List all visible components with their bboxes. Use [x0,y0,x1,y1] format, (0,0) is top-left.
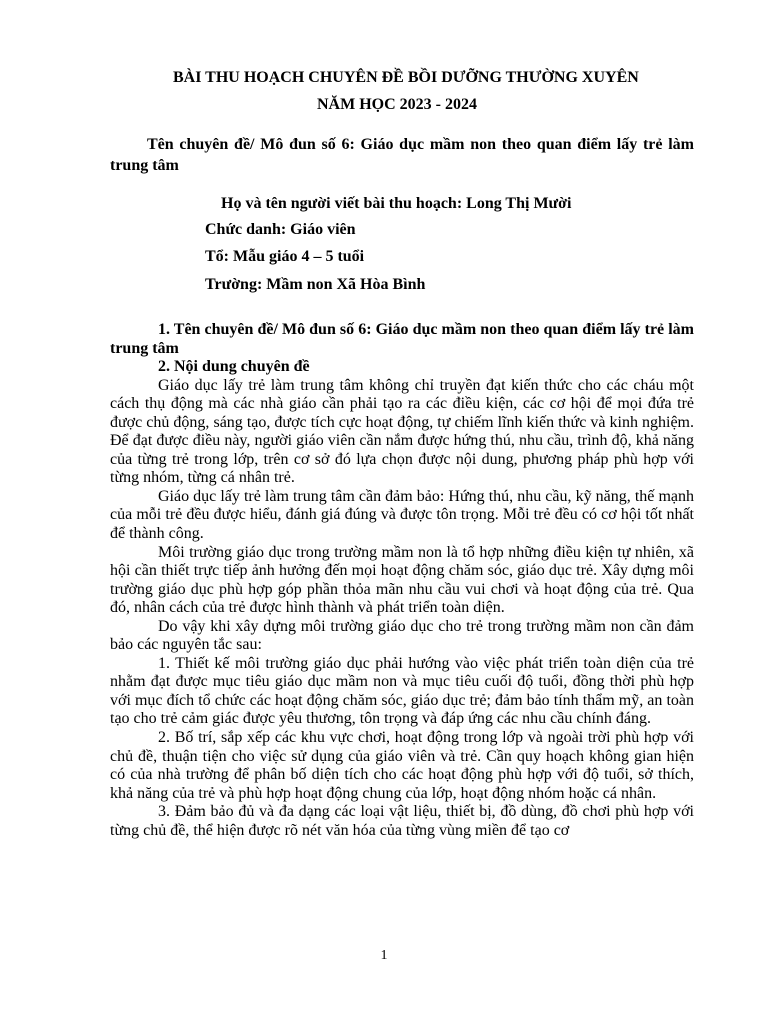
body-paragraph: Môi trường giáo dục trong trường mầm non là tổ hợp những điều kiện tự nhiên, xã hội cần thiết trực tiếp ảnh hưởng đến mọi hoạt động chăm sóc, giáo dục trẻ. Xây dựng môi trường giáo dục phù hợp góp phần thỏa mãn nhu cầu vui chơi và hoạt động của trẻ. Qua đó, nhân cách của trẻ được hình thành và phát triển toàn diện. [110,543,694,617]
body-paragraph: 1. Thiết kế môi trường giáo dục phải hướng vào việc phát triển toàn diện của trẻ nhằm đạt được mục tiêu giáo dục mầm non và mục tiêu cuối độ tuổi, đồng thời phù hợp với mục đích tổ chức các hoạt động chăm sóc, giáo dục trẻ; đảm bảo tính thẩm mỹ, an toàn tạo cho trẻ cảm giác được yêu thương, tôn trọng và đáp ứng các nhu cầu chính đáng. [110,654,694,728]
writer-school: Trường: Mầm non Xã Hòa Bình [205,276,426,293]
body-paragraph: Do vậy khi xây dựng môi trường giáo dục cho trẻ trong trường mầm non cần đảm bảo các nguyên tắc sau: [110,617,694,654]
body-paragraph: 2. Bố trí, sắp xếp các khu vực chơi, hoạt động trong lớp và ngoài trời phù hợp với chủ đề, thuận tiện cho việc sử dụng của giáo viên và trẻ. Cần quy hoạch không gian hiện có của nhà trường để phân bố diện tích cho các hoạt động phù hợp với độ tuổi, sở thích, khả năng của trẻ và phù hợp hoạt động chung của lớp, hoạt động nhóm hoặc cá nhân. [110,729,694,802]
body-paragraph: Giáo dục lấy trẻ làm trung tâm không chỉ truyền đạt kiến thức cho các cháu một cách thụ động mà các nhà giáo cần phải tạo ra các điều kiện, các cơ hội để mọi đứa trẻ được chủ động, sáng tạo, được tích cực hoạt động, tự chiếm lĩnh kiến thức và kinh nghiệm. Để đạt được điều này, người giáo viên cần nắm được hứng thú, nhu cầu, trình độ, khả năng của từng trẻ trong lớp, trên cơ sở đó lựa chọn được nội dung, phương pháp phù hợp với từng nhóm, từng cá nhân trẻ. [110,376,694,487]
document-title: BÀI THU HOẠCH CHUYÊN ĐỀ BỒI DƯỠNG THƯỜNG XUYÊN [173,69,639,86]
document-body [110,321,694,840]
school-year: NĂM HỌC 2023 - 2024 [317,96,477,113]
body-paragraph: Giáo dục lấy trẻ làm trung tâm cần đảm bảo: Hứng thú, nhu cầu, kỹ năng, thế mạnh của mỗi trẻ đều được hiểu, đánh giá đúng và được tôn trọng. Mỗi trẻ đều có cơ hội tốt nhất để thành công. [110,487,694,543]
section-heading-2: 2. Nội dung chuyên đề [158,358,310,376]
page-number: 1 [380,948,388,963]
section-heading-1: 1. Tên chuyên đề/ Mô đun số 6: Giáo dục mầm non theo quan điểm lấy trẻ làm trung tâm [110,321,694,357]
writer-position: Chức danh: Giáo viên [205,221,356,238]
writer-name: Họ và tên người viết bài thu hoạch: Long Thị Mười [221,195,572,212]
writer-group: Tổ: Mẫu giáo 4 – 5 tuổi [205,248,365,265]
body-paragraph: 3. Đảm bảo đủ và đa dạng các loại vật liệu, thiết bị, đồ dùng, đồ chơi phù hợp với từng chủ đề, thể hiện được rõ nét văn hóa của từng vùng miền để tạo cơ [110,803,694,839]
topic-title: Tên chuyên đề/ Mô đun số 6: Giáo dục mầm non theo quan điểm lấy trẻ làm trung tâm [110,136,694,174]
